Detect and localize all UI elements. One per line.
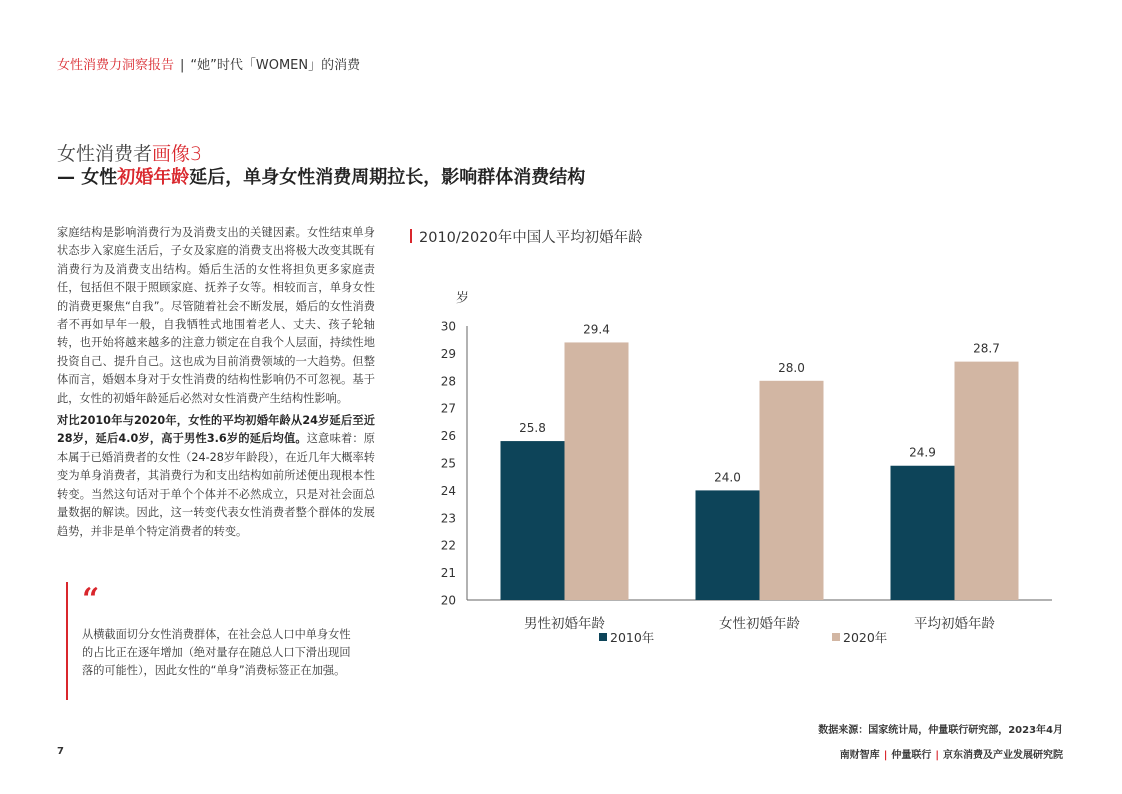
legend-label: 2020年 bbox=[843, 630, 888, 645]
y-tick-label: 20 bbox=[440, 593, 456, 608]
report-name: 女性消费力洞察报告 bbox=[57, 58, 175, 73]
title-line1-prefix: 女性消费者 bbox=[57, 143, 153, 165]
chart-title-text: 2010/2020年中国人平均初婚年龄 bbox=[419, 230, 643, 246]
y-tick-label: 23 bbox=[440, 511, 456, 526]
y-tick-label: 24 bbox=[440, 483, 456, 498]
x-category-label: 女性初婚年龄 bbox=[719, 616, 800, 632]
quote-mark-icon: “ bbox=[82, 582, 100, 617]
chart-title-accent-bar bbox=[410, 229, 412, 243]
x-category-label: 平均初婚年龄 bbox=[914, 616, 995, 632]
body-text bbox=[57, 224, 375, 545]
data-label: 24.0 bbox=[714, 470, 741, 485]
bar bbox=[565, 342, 629, 600]
title-line2 bbox=[57, 166, 585, 190]
quote-text: 从横截面切分女性消费群体，在社会总人口中单身女性的占比正在逐年增加（绝对量存在随总人口下滑出现回落的可能性），因此女性的“单身”消费标签正在加强。 bbox=[82, 628, 351, 677]
y-tick-label: 21 bbox=[440, 566, 456, 581]
y-tick-label: 29 bbox=[440, 346, 456, 361]
pull-quote bbox=[66, 582, 366, 700]
section-title bbox=[57, 142, 585, 190]
y-tick-label: 26 bbox=[440, 429, 456, 444]
bar bbox=[760, 381, 824, 600]
footer-orgs bbox=[840, 746, 1063, 761]
bar bbox=[501, 441, 565, 600]
header-separator: | bbox=[180, 58, 185, 73]
data-source: 数据来源：国家统计局，仲量联行研究部，2023年4月 bbox=[818, 725, 1063, 736]
y-tick-label: 25 bbox=[440, 456, 456, 471]
title-line2-prefix: — 女性 bbox=[57, 167, 118, 188]
legend-swatch bbox=[832, 633, 840, 641]
title-line1-accent: 画像3 bbox=[152, 143, 203, 165]
report-header bbox=[57, 57, 360, 75]
body-paragraph-2 bbox=[57, 412, 375, 541]
body-paragraph-2-bold: 对比2010年与2020年，女性的平均初婚年龄从24岁延后至近28岁，延后4.0岁，高于男性3.6岁的延后均值。 bbox=[57, 414, 375, 446]
x-category-label: 男性初婚年龄 bbox=[524, 616, 605, 632]
title-line2-accent: 初婚年龄 bbox=[117, 167, 190, 188]
y-tick-label: 27 bbox=[440, 401, 456, 416]
data-label: 28.7 bbox=[973, 341, 1000, 356]
footer-org-3: 京东消费及产业发展研究院 bbox=[943, 750, 1063, 761]
title-line1 bbox=[57, 142, 585, 166]
bar-chart bbox=[400, 280, 1080, 660]
body-paragraph-2-rest: 这意味着：原本属于已婚消费者的女性（24-28岁年龄段），在近几年大概率转变为单身消费者，其消费行为和支出结构如前所述便出现根本性转变。当然这句话对于单个个体并不必然成立，只是对社会面总量数据的解读。因此，这一转变代表女性消费者整个群体的发展趋势，并非是单个特定消费者的转变。 bbox=[57, 432, 375, 538]
bar bbox=[696, 490, 760, 600]
bar bbox=[955, 362, 1019, 600]
data-label: 29.4 bbox=[583, 322, 610, 337]
bar bbox=[891, 466, 955, 600]
footer-org-1: 南财智库 bbox=[839, 750, 880, 761]
legend-label: 2010年 bbox=[610, 630, 655, 645]
body-paragraph-1: 家庭结构是影响消费行为及消费支出的关键因素。女性结束单身状态步入家庭生活后，子女及家庭的消费支出将极大改变其既有消费行为及消费支出结构。婚后生活的女性将担负更多家庭责任，包括但不限于照顾家庭、抚养子女等。相较而言，单身女性的消费更聚焦“自我”。尽管随着社会不断发展，婚后的女性消费者不再如早年一般，自我牺牲式地围着老人、丈夫、孩子轮轴转，也开始将越来越多的注意力锁定在自我个人层面，持续性地投资自己、提升自己。这也成为目前消费领域的一大趋势。但整体而言，婚姻本身对于女性消费的结构性影响仍不可忽视。基于此，女性的初婚年龄延后必然对女性消费产生结构性影响。 bbox=[57, 226, 375, 405]
report-subtitle: “她”时代「WOMEN」的消费 bbox=[190, 58, 361, 73]
footer-org-2: 仲量联行 bbox=[891, 750, 932, 761]
y-tick-label: 28 bbox=[440, 374, 456, 389]
y-axis-unit-label: 岁 bbox=[456, 291, 470, 306]
data-label: 25.8 bbox=[519, 421, 546, 436]
y-tick-label: 30 bbox=[440, 319, 456, 334]
footer-separator-2: | bbox=[935, 750, 939, 761]
legend-swatch bbox=[599, 633, 607, 641]
data-label: 28.0 bbox=[778, 360, 805, 375]
y-tick-label: 22 bbox=[440, 538, 456, 553]
title-line2-suffix: 延后，单身女性消费周期拉长，影响群体消费结构 bbox=[189, 167, 586, 188]
page-number: 7 bbox=[57, 746, 64, 757]
footer-separator-1: | bbox=[883, 750, 888, 761]
data-label: 24.9 bbox=[909, 445, 936, 460]
chart-title bbox=[410, 228, 643, 248]
